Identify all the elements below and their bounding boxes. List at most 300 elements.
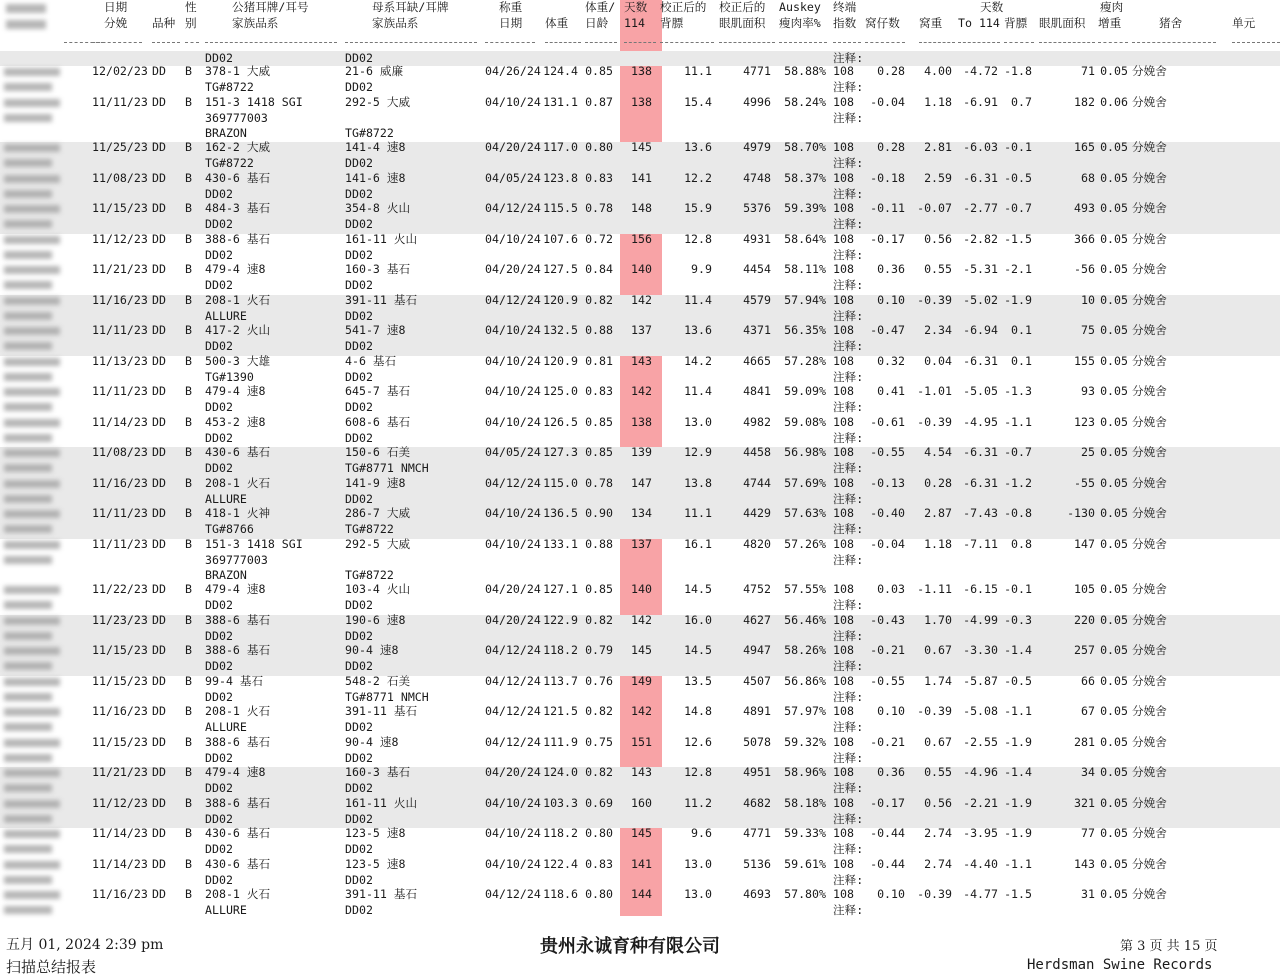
column-header-t114-line2: To 114 [958, 16, 1000, 30]
table-row [0, 612, 1280, 647]
cell-elea: 366 [1074, 231, 1095, 246]
cell-sire: 208-1 火石 [205, 887, 271, 902]
cell-wt: 122.4 [543, 856, 578, 871]
cell-wdate: 04/12/24 [485, 734, 541, 749]
column-header-dam-line2: 家族品系 [372, 16, 419, 30]
header-pigid-blur [6, 4, 46, 13]
cell-breed: DD [152, 140, 166, 155]
column-header-wdate-line2: 日期 [499, 16, 523, 30]
cell-date: 11/16/23 [92, 475, 148, 490]
cell-d114: 145 [631, 643, 652, 658]
pig-id-redacted [4, 99, 60, 107]
cell-sire-family: ALLURE [205, 720, 247, 735]
cell-wt: 117.0 [543, 140, 578, 155]
cell-lw: 0.55 [924, 765, 952, 780]
cell-wdate: 04/10/24 [485, 536, 541, 551]
cell-t114: -2.82 [963, 231, 998, 246]
note-label: 注释: [833, 811, 864, 826]
cell-lw: -1.11 [917, 582, 952, 597]
cell-breed: DD [152, 201, 166, 216]
cell-sire: 208-1 火石 [205, 475, 271, 490]
cell-elea: 493 [1074, 201, 1095, 216]
note-label: 注释: [833, 186, 864, 201]
cell-ebf: 0.7 [1011, 94, 1032, 109]
cell-sire-family: ALLURE [205, 308, 247, 323]
cell-elea: 66 [1081, 673, 1095, 688]
cell-elea: 182 [1074, 94, 1095, 109]
cell-lean: 59.32% [784, 734, 826, 749]
cell-adg: 0.85 [585, 582, 613, 597]
cell-ldg: 0.05 [1100, 414, 1128, 429]
cell-term: 108 [833, 231, 854, 246]
cell-adg: 0.79 [585, 643, 613, 658]
cell-t114: -6.15 [963, 582, 998, 597]
cell-wt: 127.1 [543, 582, 578, 597]
cell-term: 108 [833, 414, 854, 429]
table-row [0, 201, 1280, 235]
cell-elea: 281 [1074, 734, 1095, 749]
cell-adg: 0.83 [585, 170, 613, 185]
cell-ebf: -1.3 [1004, 384, 1032, 399]
cell-d114: 137 [631, 323, 652, 338]
cell-breed: DD [152, 887, 166, 902]
cell-sire: 479-4 速8 [205, 582, 266, 597]
cell-term: 108 [833, 323, 854, 338]
cell-dam-family: DD02 [345, 278, 373, 293]
cell-date: 11/14/23 [92, 856, 148, 871]
cell-adg: 0.85 [585, 64, 613, 78]
header-rule [585, 42, 617, 43]
table-row [0, 475, 1280, 510]
column-header-lea-line2: 眼肌面积 [719, 16, 766, 30]
cell-dam-family: DD02 [345, 308, 373, 323]
cell-lw: 0.56 [924, 795, 952, 810]
cell-dam: 161-11 火山 [345, 231, 418, 246]
cell-breed: DD [152, 536, 166, 551]
cell-breed: DD [152, 384, 166, 399]
column-header-d114-line1: 天数 [624, 0, 648, 14]
cell-nba: 0.10 [877, 887, 905, 902]
pig-id-redacted [4, 312, 52, 320]
pig-id-redacted [4, 144, 60, 152]
cell-sire: 417-2 火山 [205, 323, 271, 338]
cell-pen: 分娩舍 [1132, 536, 1167, 551]
cell-pen: 分娩舍 [1132, 94, 1167, 109]
cell-elea: 25 [1081, 445, 1095, 460]
cell-pen: 分娩舍 [1132, 64, 1167, 78]
cell-nba: -0.17 [870, 795, 905, 810]
cell-term: 108 [833, 734, 854, 749]
cell-bf: 14.2 [684, 353, 712, 368]
cell-pen: 分娩舍 [1132, 445, 1167, 460]
cell-dam: 354-8 火山 [345, 201, 411, 216]
cell-sire-family: TG#8722 [205, 156, 254, 171]
cell-sire-family: DD02 [205, 339, 233, 354]
cell-sex: B [185, 292, 192, 307]
cell-lean: 57.69% [784, 475, 826, 490]
cell-term: 108 [833, 201, 854, 216]
cell-ebf: -0.1 [1004, 582, 1032, 597]
column-header-adg-line1: 体重/ [585, 0, 616, 14]
cell-date: 11/22/23 [92, 582, 148, 597]
cell-bf: 16.1 [684, 536, 712, 551]
cell-term: 108 [833, 140, 854, 155]
note-label: 注释: [833, 308, 864, 323]
cell-d114: 142 [631, 384, 652, 399]
pig-id-redacted [4, 434, 52, 442]
pig-id-redacted [4, 327, 60, 335]
pig-id-redacted [4, 83, 52, 91]
cell-lean: 56.46% [784, 612, 826, 627]
table-row [0, 765, 1280, 799]
cell-lw: -0.07 [917, 201, 952, 216]
cell-ebf: -0.7 [1004, 445, 1032, 460]
cell-breed: DD [152, 734, 166, 749]
cell-lw: 1.70 [924, 612, 952, 627]
header-rule [719, 42, 775, 43]
column-header-adg-line2: 日龄 [585, 16, 609, 30]
cell-pen: 分娩舍 [1132, 353, 1167, 368]
cell-elea: -56 [1074, 262, 1095, 277]
table-row [0, 506, 1280, 540]
cell-sex: B [185, 673, 192, 688]
cell-pen: 分娩舍 [1132, 262, 1167, 277]
cell-dam: 608-6 基石 [345, 414, 411, 429]
cell-dam-family: DD02 [345, 430, 373, 445]
cell-term: 108 [833, 170, 854, 185]
cell-ebf: 0.8 [1011, 536, 1032, 551]
cell-sire-family: DD02 [205, 750, 233, 765]
cell-dam: 391-11 基石 [345, 887, 418, 902]
cell-dam-extra: TG#8722 [345, 125, 394, 140]
cell-dam-family: DD02 [345, 247, 373, 262]
cell-dam-family: DD02 [345, 659, 373, 674]
cell-nba: -0.17 [870, 231, 905, 246]
cell-dam-family: DD02 [345, 781, 373, 796]
column-header-lean-line1: Auskey [779, 0, 821, 14]
cell-wdate: 04/12/24 [485, 475, 541, 490]
cell-bf: 11.4 [684, 384, 712, 399]
cell-date: 11/14/23 [92, 414, 148, 429]
cell-nba: 0.03 [877, 582, 905, 597]
cell-nba: 0.41 [877, 384, 905, 399]
pig-id-redacted [4, 876, 52, 884]
cell-ebf: -0.3 [1004, 612, 1032, 627]
pig-id-redacted [4, 739, 60, 747]
cell-lw: 0.67 [924, 734, 952, 749]
column-header-ldg-line2: 增重 [1098, 16, 1122, 30]
cell-ebf: -1.9 [1004, 826, 1032, 841]
cell-term: 108 [833, 887, 854, 902]
cell-d114: 134 [631, 506, 652, 521]
cell-sex: B [185, 170, 192, 185]
cell-lean: 58.18% [784, 795, 826, 810]
column-header-term-line1: 终端 [833, 0, 857, 14]
cell-adg: 0.82 [585, 292, 613, 307]
cell-wdate: 04/20/24 [485, 582, 541, 597]
cell-wt: 118.2 [543, 826, 578, 841]
pig-id-redacted [4, 647, 60, 655]
cell-adg: 0.87 [585, 94, 613, 109]
cell-sex: B [185, 506, 192, 521]
cell-nba: 0.36 [877, 262, 905, 277]
cell-wdate: 04/12/24 [485, 201, 541, 216]
cell-bf: 14.8 [684, 704, 712, 719]
column-header-sire-line1: 公猪耳牌/耳号 [232, 0, 309, 14]
cell-pen: 分娩舍 [1132, 414, 1167, 429]
cell-sex: B [185, 765, 192, 780]
cell-wt: 127.3 [543, 445, 578, 460]
cell-adg: 0.69 [585, 795, 613, 810]
column-header-ldg-line1: 瘦肉 [1100, 0, 1124, 14]
cell-term: 108 [833, 643, 854, 658]
cell-lw: 0.28 [924, 475, 952, 490]
cell-adg: 0.85 [585, 414, 613, 429]
cell-ldg: 0.05 [1100, 536, 1128, 551]
cell-nba: -0.55 [870, 673, 905, 688]
cell-t114: -4.77 [963, 887, 998, 902]
cell-sire: 453-2 速8 [205, 414, 266, 429]
cell-lea: 4931 [743, 231, 771, 246]
cell-wt: 125.0 [543, 384, 578, 399]
cell-sire-family: DD02 [205, 430, 233, 445]
cell-d114: 147 [631, 475, 652, 490]
cell-pen: 分娩舍 [1132, 170, 1167, 185]
cell-d114: 138 [631, 94, 652, 109]
column-header-term-line2: 指数 [833, 16, 857, 30]
cell-dam: 161-11 火山 [345, 795, 418, 810]
column-header-wdate-line1: 称重 [499, 0, 523, 14]
cell-term: 108 [833, 612, 854, 627]
cell-ldg: 0.05 [1100, 262, 1128, 277]
cell-ldg: 0.05 [1100, 384, 1128, 399]
cell-adg: 0.85 [585, 445, 613, 460]
page-number: 第 3 页 共 15 页 [1120, 939, 1218, 954]
cell-lw: 2.74 [924, 826, 952, 841]
cell-date: 12/02/23 [92, 64, 148, 78]
cell-bf: 9.9 [691, 262, 712, 277]
header-rule [1132, 42, 1216, 43]
header-rule [1098, 42, 1128, 43]
cell-elea: 147 [1074, 536, 1095, 551]
cell-wdate: 04/10/24 [485, 323, 541, 338]
cell-nba: -0.11 [870, 201, 905, 216]
pig-id-redacted [4, 251, 52, 259]
cell-d114: 139 [631, 445, 652, 460]
cell-elea: 220 [1074, 612, 1095, 627]
cell-nba: 0.32 [877, 353, 905, 368]
cell-wdate: 04/12/24 [485, 673, 541, 688]
header-rule [865, 42, 905, 43]
cell-bf: 13.0 [684, 887, 712, 902]
note-label: 注释: [833, 400, 864, 415]
cell-date: 11/16/23 [92, 292, 148, 307]
cell-dam-family: DD02 [345, 491, 373, 506]
cell-d114: 141 [631, 170, 652, 185]
cell-ldg: 0.05 [1100, 140, 1128, 155]
column-header-lea-line1: 校正后的 [719, 0, 766, 14]
cell-dam: 4-6 基石 [345, 353, 397, 368]
cell-elea: 155 [1074, 353, 1095, 368]
cell-pen: 分娩舍 [1132, 765, 1167, 780]
cell-sire-family: DD02 [205, 659, 233, 674]
cell-wt: 111.9 [543, 734, 578, 749]
cell-t114: -5.87 [963, 673, 998, 688]
note-label: 注释: [833, 80, 864, 94]
cell-dam: 90-4 速8 [345, 643, 399, 658]
cell-t114: -2.77 [963, 201, 998, 216]
cell-wt: 121.5 [543, 704, 578, 719]
pig-id-redacted [4, 754, 52, 762]
cell-bf: 9.6 [691, 826, 712, 841]
cell-bf: 13.6 [684, 323, 712, 338]
cell-ldg: 0.05 [1100, 475, 1128, 490]
cell-pen: 分娩舍 [1132, 887, 1167, 902]
cell-lea: 4454 [743, 262, 771, 277]
header-pigid-blur [6, 20, 46, 29]
cell-sire-family: DD02 [205, 842, 233, 857]
cell-dam-family: DD02 [345, 186, 373, 201]
note-label: 注释: [833, 339, 864, 354]
cell-elea: -55 [1074, 475, 1095, 490]
table-row [0, 384, 1280, 418]
cell-d114: 142 [631, 292, 652, 307]
cell-dam-family: DD02 [345, 80, 373, 94]
header-rule [485, 42, 535, 43]
cell-bf: 12.8 [684, 231, 712, 246]
pig-id-redacted [4, 769, 60, 777]
cell-bf: 13.8 [684, 475, 712, 490]
cell-pen: 分娩舍 [1132, 673, 1167, 688]
note-label: 注释: [833, 461, 864, 476]
cell-breed: DD [152, 170, 166, 185]
header-rule [205, 42, 337, 43]
cell-term: 108 [833, 826, 854, 841]
cell-elea: 67 [1081, 704, 1095, 719]
cell-sire-family: TG#1390 [205, 369, 254, 384]
pig-id-redacted [4, 601, 52, 609]
cell-lw: -1.01 [917, 384, 952, 399]
table-row [0, 94, 1280, 144]
cell-nba: -0.55 [870, 445, 905, 460]
pig-id-redacted [4, 617, 60, 625]
cell-date: 11/11/23 [92, 323, 148, 338]
cell-t114: -4.40 [963, 856, 998, 871]
pig-id-redacted [4, 525, 52, 533]
cell-pen: 分娩舍 [1132, 856, 1167, 871]
pig-id-redacted [4, 632, 52, 640]
column-header-d114-line2: 114 [624, 16, 645, 30]
cell-ldg: 0.06 [1100, 94, 1128, 109]
cell-sire: 430-6 基石 [205, 826, 271, 841]
cell-ldg: 0.05 [1100, 506, 1128, 521]
cell-ldg: 0.05 [1100, 887, 1128, 902]
pig-id-redacted [4, 419, 60, 427]
cell-d114: 145 [631, 140, 652, 155]
cell-ebf: -1.1 [1004, 414, 1032, 429]
cell-dam-family: DD02 [345, 400, 373, 415]
cell-adg: 0.80 [585, 140, 613, 155]
column-header-sire-line2: 家族品系 [232, 16, 279, 30]
cell-nba: -0.04 [870, 536, 905, 551]
cell-sex: B [185, 262, 192, 277]
cell-lea: 4771 [743, 64, 771, 78]
cell-sire: 208-1 火石 [205, 704, 271, 719]
column-header-t114-line1: 天数 [980, 0, 1004, 14]
cell-wt: 120.9 [543, 292, 578, 307]
cell-dam-family: TG#8771 NMCH [345, 461, 429, 476]
cell-ebf: -0.5 [1004, 673, 1032, 688]
cell-wt: 133.1 [543, 536, 578, 551]
cell-lean: 58.96% [784, 765, 826, 780]
column-header-lw-line2: 窝重 [919, 16, 943, 30]
cell-lea: 4891 [743, 704, 771, 719]
cell-sire-family: ALLURE [205, 491, 247, 506]
cell-lean: 56.98% [784, 445, 826, 460]
cell-sire-family: DD02 [205, 217, 233, 232]
cell-date: 11/08/23 [92, 170, 148, 185]
cell-lw: 2.87 [924, 506, 952, 521]
cell-bf: 13.6 [684, 140, 712, 155]
cell-bf: 12.8 [684, 765, 712, 780]
column-header-elea-line2: 眼肌面积 [1039, 16, 1086, 30]
cell-sire-family: DD02 [205, 400, 233, 415]
pig-id-redacted [4, 236, 60, 244]
cell-lw: 0.04 [924, 353, 952, 368]
cell-adg: 0.78 [585, 201, 613, 216]
cell-lw: 0.55 [924, 262, 952, 277]
cell-ebf: 0.1 [1011, 323, 1032, 338]
cell-breed: DD [152, 353, 166, 368]
cell-lea: 4507 [743, 673, 771, 688]
cell-lw: 2.34 [924, 323, 952, 338]
cell-bf: 15.4 [684, 94, 712, 109]
pig-id-redacted [4, 845, 52, 853]
pig-id-redacted [4, 114, 52, 122]
note-label: 注释: [833, 720, 864, 735]
cell-ldg: 0.05 [1100, 734, 1128, 749]
cell-sex: B [185, 201, 192, 216]
cell-nba: -0.04 [870, 94, 905, 109]
cell-nba: -0.40 [870, 506, 905, 521]
cell-adg: 0.75 [585, 734, 613, 749]
cell-sire-family: DD02 [205, 598, 233, 613]
cell-wt: 132.5 [543, 323, 578, 338]
cell-breed: DD [152, 445, 166, 460]
cell-lea: 4579 [743, 292, 771, 307]
cell-sire-family: DD02 [205, 247, 233, 262]
cell-sire: 378-1 大威 [205, 64, 271, 78]
cell-lean: 59.08% [784, 414, 826, 429]
cell-lean: 58.70% [784, 140, 826, 155]
cell-pen: 分娩舍 [1132, 231, 1167, 246]
pig-id-redacted [4, 556, 52, 564]
cell-term: 108 [833, 582, 854, 597]
table-row [0, 64, 1280, 98]
cell-term: 108 [833, 536, 854, 551]
cell-elea: 68 [1081, 170, 1095, 185]
cell-lean: 56.86% [784, 673, 826, 688]
cell-lea: 4982 [743, 414, 771, 429]
header-rule [833, 42, 861, 43]
cell-d114: 142 [631, 704, 652, 719]
note-label: 注释: [833, 781, 864, 796]
cell-bf: 13.0 [684, 414, 712, 429]
cell-date: 11/15/23 [92, 643, 148, 658]
cell-ldg: 0.05 [1100, 643, 1128, 658]
cell-adg: 0.80 [585, 826, 613, 841]
cell-nba: -0.44 [870, 826, 905, 841]
